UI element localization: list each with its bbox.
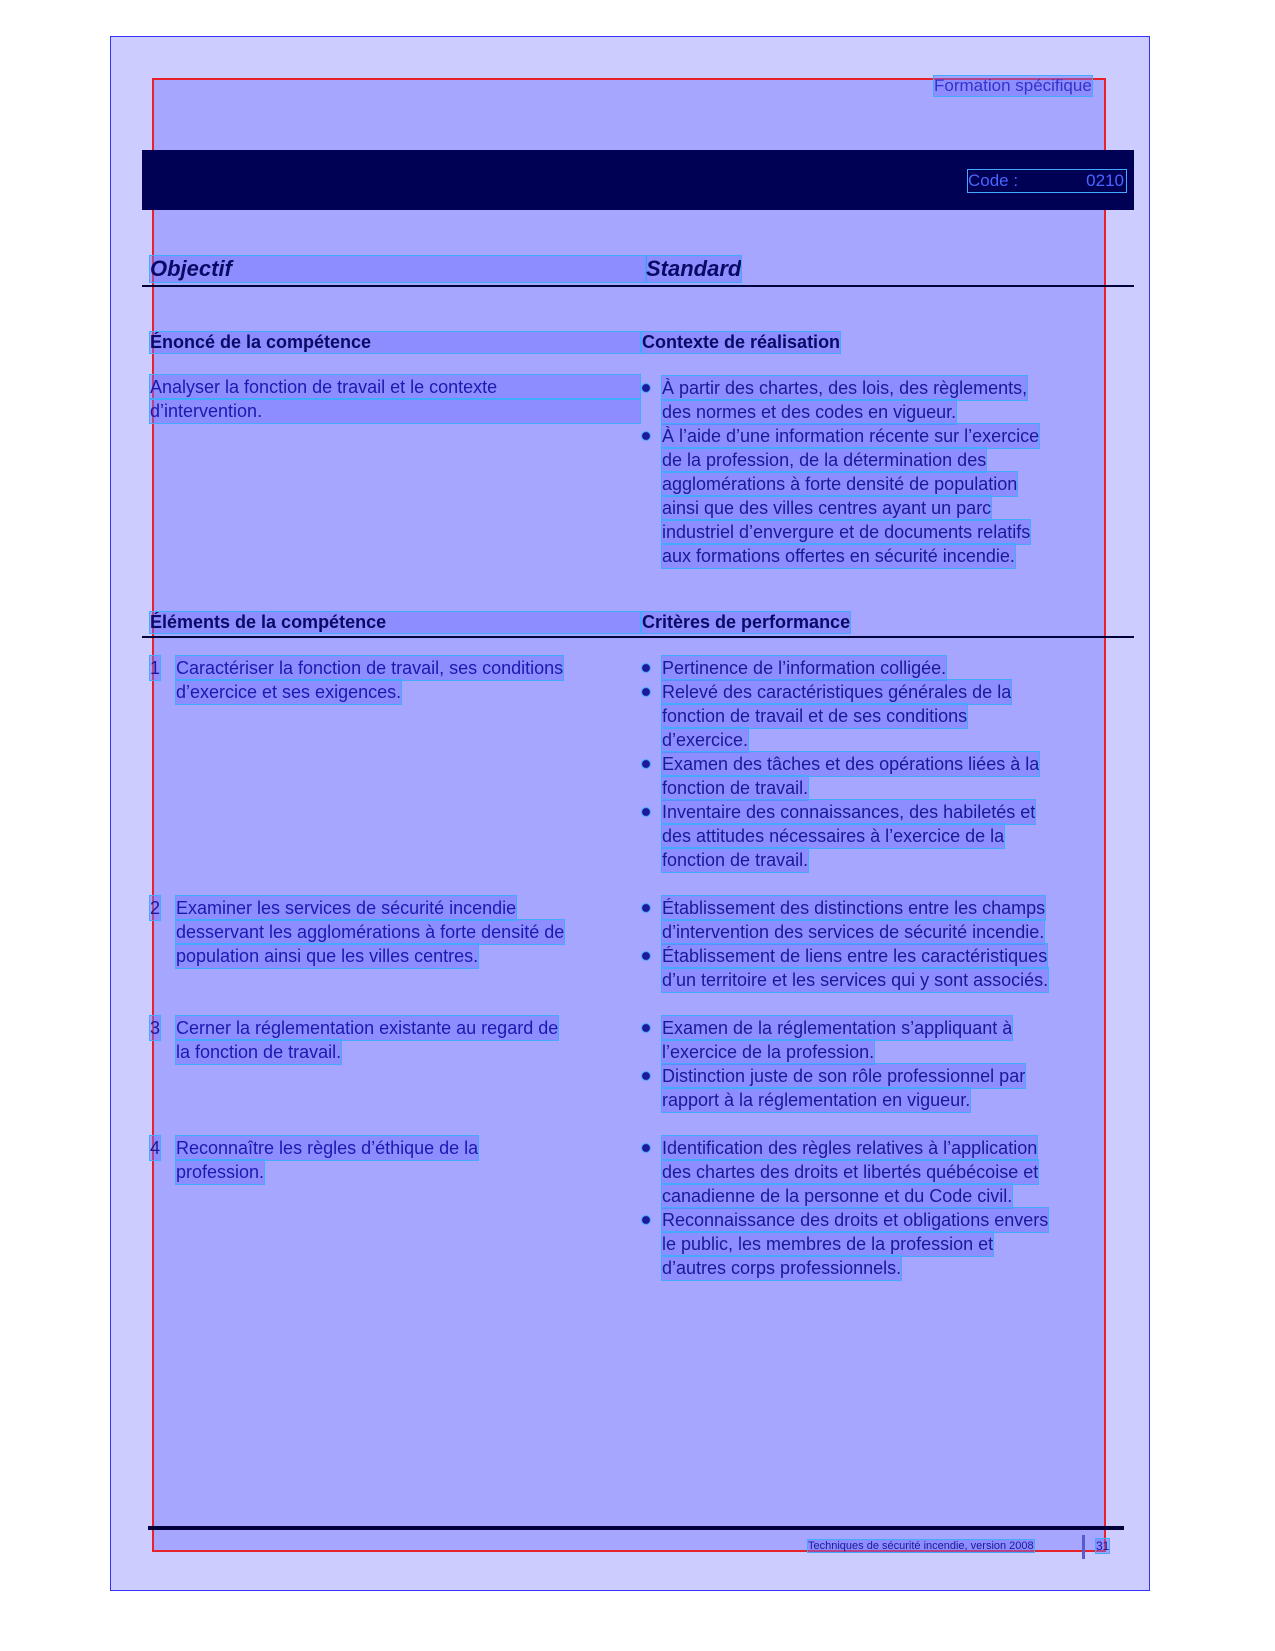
footer-rule xyxy=(148,1526,1124,1530)
bullet-item xyxy=(640,800,1120,872)
bullet-line: des chartes des droits et libertés québécoise et xyxy=(662,1162,1039,1182)
bullet-line: Distinction juste de son rôle professionnel par xyxy=(662,1066,1026,1086)
bullet-line: Établissement des distinctions entre les champs xyxy=(662,898,1046,918)
code-value: 0210 xyxy=(1086,171,1124,190)
element-number: 1 xyxy=(150,658,161,678)
bullet-line: industriel d’envergure et de documents relatifs xyxy=(662,522,1031,542)
element-number: 2 xyxy=(150,898,161,918)
criteres-list xyxy=(640,1016,1120,1112)
bullet-icon xyxy=(642,432,650,440)
criteres-list xyxy=(640,1136,1120,1280)
criteres-heading: Critères de performance xyxy=(642,612,851,632)
elements-heading: Éléments de la compétence xyxy=(150,612,640,633)
bullet-icon xyxy=(642,664,650,672)
code-label: Code : xyxy=(968,171,1019,190)
bullet-line: agglomérations à forte densité de population xyxy=(662,474,1018,494)
bullet-line: le public, les membres de la profession et xyxy=(662,1234,994,1254)
bullet-icon xyxy=(642,952,650,960)
bullet-item xyxy=(640,376,1110,424)
enonce-heading: Énoncé de la compétence xyxy=(150,332,640,353)
standard-heading: Standard xyxy=(646,256,742,281)
bullet-item xyxy=(640,680,1120,752)
bullet-icon xyxy=(642,688,650,696)
footer-separator xyxy=(1082,1535,1085,1559)
bullet-line: Examen de la réglementation s’appliquant à xyxy=(662,1018,1013,1038)
bullet-line: fonction de travail. xyxy=(662,778,809,798)
element-line: population ainsi que les villes centres. xyxy=(176,946,479,966)
element-item xyxy=(150,656,640,704)
bullet-line: À partir des chartes, des lois, des règlements, xyxy=(662,378,1028,398)
enonce-line: d’intervention. xyxy=(150,399,640,423)
bullet-icon xyxy=(642,904,650,912)
bullet-line: ainsi que des villes centres ayant un parc xyxy=(662,498,992,518)
bullet-line: rapport à la réglementation en vigueur. xyxy=(662,1090,971,1110)
bullet-icon xyxy=(642,384,650,392)
bullet-item xyxy=(640,424,1110,568)
bullet-item xyxy=(640,1136,1120,1208)
bullet-item xyxy=(640,656,1120,680)
element-text xyxy=(176,896,640,968)
element-text xyxy=(176,1136,640,1184)
bullet-icon xyxy=(642,1144,650,1152)
element-line: Caractériser la fonction de travail, ses conditions xyxy=(176,658,564,678)
bullet-line: Inventaire des connaissances, des habiletés et xyxy=(662,802,1036,822)
bullet-line: Identification des règles relatives à l’application xyxy=(662,1138,1038,1158)
section-rule xyxy=(142,636,1134,638)
bullet-line: Reconnaissance des droits et obligations envers xyxy=(662,1210,1049,1230)
bullet-line: aux formations offertes en sécurité incendie. xyxy=(662,546,1015,566)
element-item xyxy=(150,1136,640,1184)
bullet-line: Pertinence de l’information colligée. xyxy=(662,658,947,678)
bullet-line: d’exercice. xyxy=(662,730,749,750)
code-field xyxy=(968,170,1126,192)
element-line: Cerner la réglementation existante au regard de xyxy=(176,1018,559,1038)
bullet-line: l’exercice de la profession. xyxy=(662,1042,875,1062)
bullet-line: fonction de travail. xyxy=(662,850,809,870)
criteres-list xyxy=(640,656,1120,872)
bullet-line: Établissement de liens entre les caractéristiques xyxy=(662,946,1048,966)
element-line: profession. xyxy=(176,1162,265,1182)
bullet-line: de la profession, de la détermination des xyxy=(662,450,987,470)
contexte-list xyxy=(640,376,1110,568)
bullet-line: d’intervention des services de sécurité incendie. xyxy=(662,922,1045,942)
bullet-line: des normes et des codes en vigueur. xyxy=(662,402,957,422)
objectif-heading: Objectif xyxy=(150,256,646,282)
bullet-item xyxy=(640,752,1120,800)
running-title: Formation spécifique xyxy=(934,76,1092,95)
bullet-line: des attitudes nécessaires à l’exercice de la xyxy=(662,826,1005,846)
bullet-line: d’un territoire et les services qui y sont associés. xyxy=(662,970,1049,990)
bullet-line: Examen des tâches et des opérations liées à la xyxy=(662,754,1040,774)
bullet-line: canadienne de la personne et du Code civil. xyxy=(662,1186,1013,1206)
bullet-item xyxy=(640,1016,1120,1064)
bullet-line: Relevé des caractéristiques générales de la xyxy=(662,682,1012,702)
footer-text: Techniques de sécurité incendie, version 2008 xyxy=(808,1540,1034,1552)
element-text xyxy=(176,1016,640,1064)
enonce-text xyxy=(150,375,640,423)
contexte-heading: Contexte de réalisation xyxy=(642,332,841,352)
element-text xyxy=(176,656,640,704)
bullet-icon xyxy=(642,1216,650,1224)
enonce-line: Analyser la fonction de travail et le contexte xyxy=(150,375,640,399)
element-number: 3 xyxy=(150,1018,161,1038)
bullet-item xyxy=(640,1064,1120,1112)
element-item xyxy=(150,1016,640,1064)
element-line: d’exercice et ses exigences. xyxy=(176,682,402,702)
bullet-icon xyxy=(642,1024,650,1032)
element-item xyxy=(150,896,640,968)
element-line: Reconnaître les règles d’éthique de la xyxy=(176,1138,479,1158)
element-line: Examiner les services de sécurité incendie xyxy=(176,898,517,918)
criteres-list xyxy=(640,896,1120,992)
bullet-icon xyxy=(642,760,650,768)
bullet-item xyxy=(640,896,1120,944)
heading-rule xyxy=(142,285,1134,287)
bullet-icon xyxy=(642,808,650,816)
bullet-item xyxy=(640,1208,1120,1280)
bullet-line: fonction de travail et de ses conditions xyxy=(662,706,968,726)
bullet-item xyxy=(640,944,1120,992)
element-number: 4 xyxy=(150,1138,161,1158)
element-line: la fonction de travail. xyxy=(176,1042,342,1062)
bullet-line: À l’aide d’une information récente sur l’exercice xyxy=(662,426,1040,446)
page-number: 31 xyxy=(1096,1539,1110,1553)
element-line: desservant les agglomérations à forte densité de xyxy=(176,922,565,942)
bullet-icon xyxy=(642,1072,650,1080)
bullet-line: d’autres corps professionnels. xyxy=(662,1258,902,1278)
